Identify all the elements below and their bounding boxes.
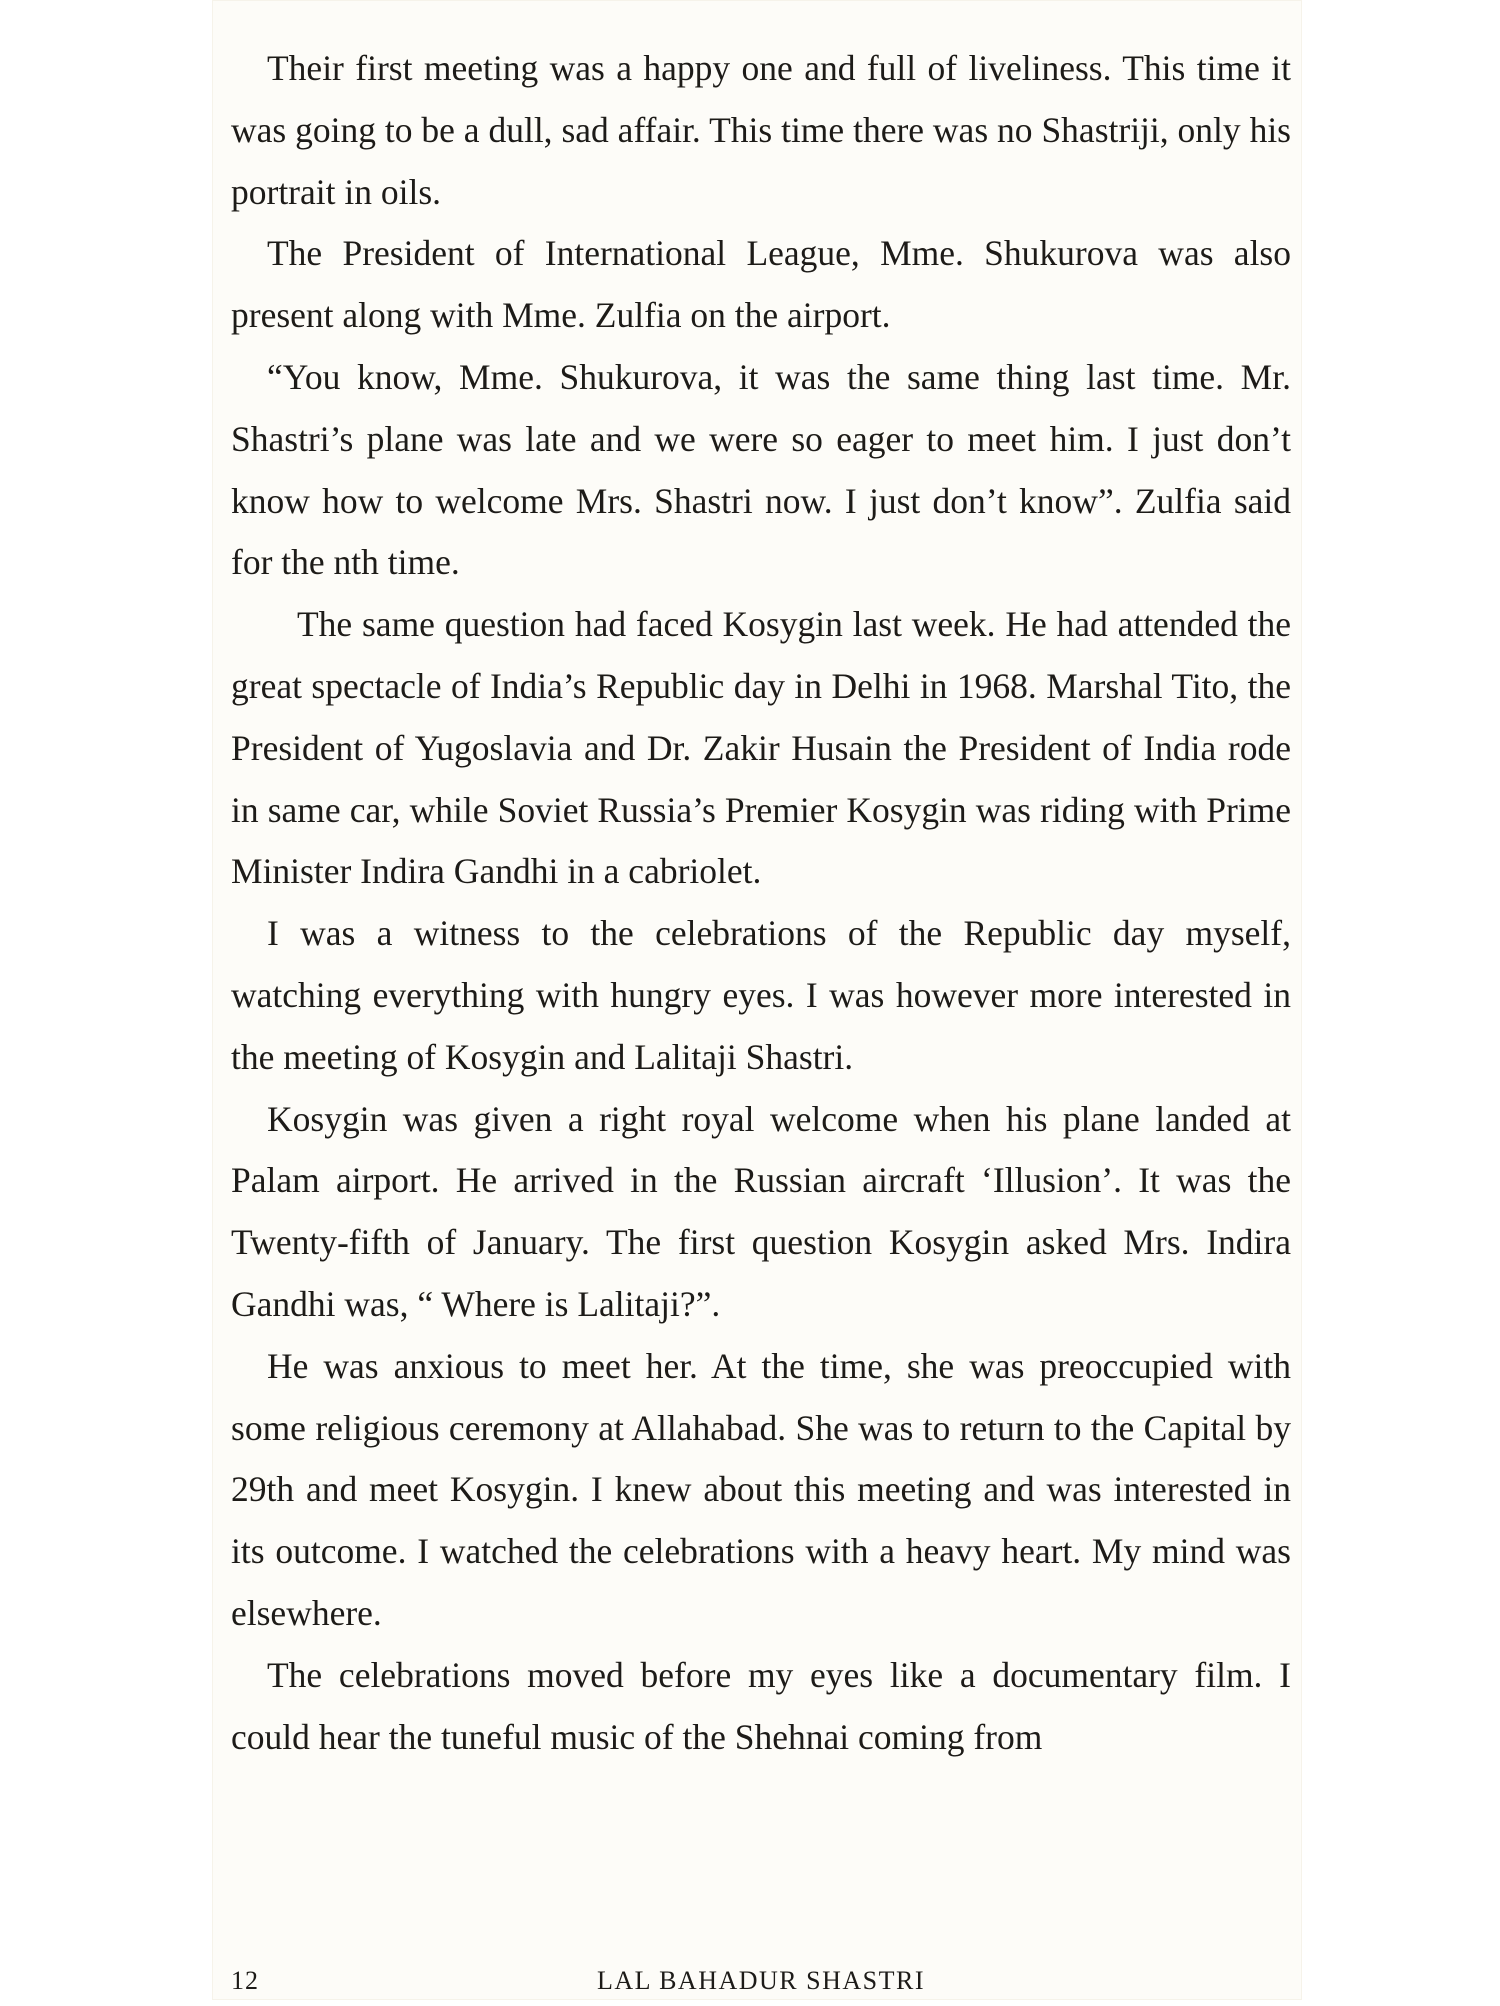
body-text (231, 38, 1291, 1768)
paragraph-4: The same question had faced Kosygin last week. He had attended the great spectacle of India’s Republic day in Delhi in 1968. Marshal Tito, the President of Yugoslavia and Dr. Zakir Husain the President of India rode in same car, while Soviet Russia’s Premier Kosygin was riding with Prime Minister Indira Gandhi in a cabriolet. (231, 604, 1291, 892)
paragraph-6: Kosygin was given a right royal welcome when his plane landed at Palam airport. He arrived in the Russian aircraft ‘Illusion’. It was the Twenty-fifth of January. The first question Kosygin asked Mrs. Indira Gandhi was, “ Where is Lalitaji?”. (231, 1098, 1291, 1324)
paragraph-8: The celebrations moved before my eyes like a documentary film. I could hear the tuneful music of the Shehnai coming from (231, 1654, 1291, 1757)
paragraph-7: He was anxious to meet her. At the time, she was preoccupied with some religious ceremony at Allahabad. She was to return to the Capital by 29th and meet Kosygin. I knew about this meeting and was interested in its outcome. I watched the celebrations with a heavy heart. My mind was elsewhere. (231, 1345, 1291, 1633)
paragraph-2: The President of International League, Mme. Shukurova was also present along with Mme. Zulfia on the airport. (231, 233, 1291, 336)
page-number: 12 (231, 1966, 259, 1995)
running-title: LAL BAHADUR SHASTRI (597, 1966, 925, 1995)
paragraph-1: Their first meeting was a happy one and full of liveliness. This time it was going to be a dull, sad affair. This time there was no Shastriji, only his portrait in oils. (231, 48, 1291, 212)
paragraph-5: I was a witness to the celebrations of the Republic day myself, watching everything with hungry eyes. I was however more interested in the meeting of Kosygin and Lalitaji Shastri. (231, 913, 1291, 1077)
page-footer (231, 1966, 1291, 2006)
paragraph-3: “You know, Mme. Shukurova, it was the same thing last time. Mr. Shastri’s plane was late and we were so eager to meet him. I just don’t know how to welcome Mrs. Shastri now. I just don’t know”. Zulfia said for the nth time. (231, 356, 1291, 583)
